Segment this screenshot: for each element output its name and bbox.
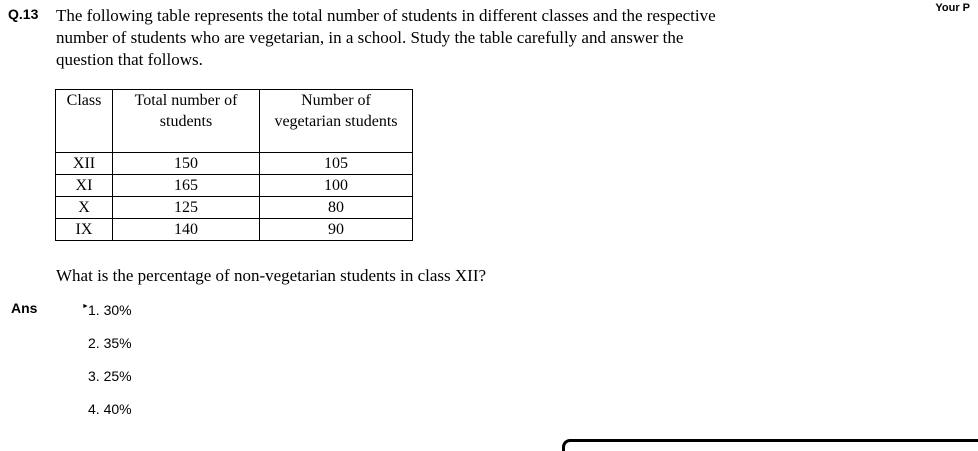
table-row [56, 175, 413, 197]
corner-label: Your P [935, 2, 970, 14]
question-text: The following table represents the total number of students in different classes and the respective number of students who are vegetarian, in a school. Study the table carefully and answer the question that follows. [56, 6, 716, 69]
option-label: 4. 40% [88, 401, 132, 417]
data-table [55, 89, 413, 241]
cell-total: 125 [113, 197, 260, 219]
cell-class: X [56, 197, 113, 219]
cell-vegetarian: 90 [260, 219, 413, 241]
option-1[interactable] [82, 302, 132, 335]
header-total-students: Total number of students [113, 90, 260, 153]
option-label: 1. 30% [88, 302, 132, 318]
option-label: 2. 35% [88, 335, 132, 351]
cell-class: XI [56, 175, 113, 197]
cell-total: 165 [113, 175, 260, 197]
header-class: Class [56, 90, 113, 153]
cell-vegetarian: 105 [260, 153, 413, 175]
selection-marker-icon: ► [82, 303, 89, 310]
table-row [56, 197, 413, 219]
table-row [56, 153, 413, 175]
cell-vegetarian: 80 [260, 197, 413, 219]
cell-class: IX [56, 219, 113, 241]
cell-vegetarian: 100 [260, 175, 413, 197]
option-3[interactable] [88, 368, 132, 401]
option-label: 3. 25% [88, 368, 132, 384]
table-header-row [56, 90, 413, 153]
question-number: Q.13 [8, 6, 39, 22]
question-prompt: What is the percentage of non-vegetarian students in class XII? [56, 266, 487, 285]
option-4[interactable] [88, 401, 132, 434]
cell-total: 140 [113, 219, 260, 241]
cell-total: 150 [113, 153, 260, 175]
bottom-panel-edge [562, 439, 978, 451]
header-vegetarian-students: Number of vegetarian students [260, 90, 413, 153]
table-row [56, 219, 413, 241]
cell-class: XII [56, 153, 113, 175]
option-2[interactable] [88, 335, 132, 368]
answer-label: Ans [11, 300, 38, 316]
answer-options [82, 302, 132, 434]
